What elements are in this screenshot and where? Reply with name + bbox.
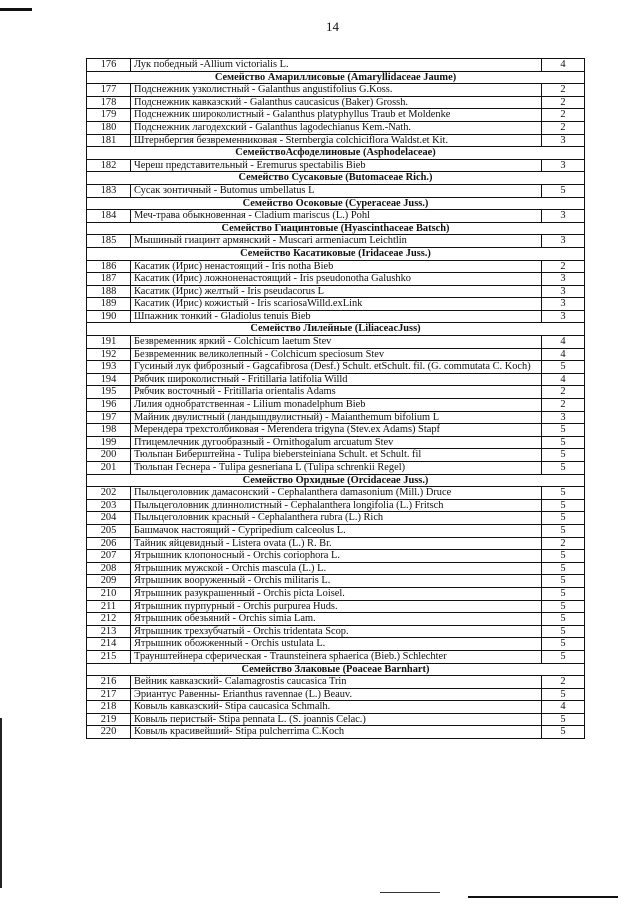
species-number: 206 — [87, 537, 131, 550]
species-number: 209 — [87, 575, 131, 588]
species-number: 200 — [87, 449, 131, 462]
species-row — [87, 348, 585, 361]
category-value: 5 — [542, 600, 585, 613]
species-row — [87, 701, 585, 714]
species-name: Ятрышник клопоносный - Orchis coriophora L. — [131, 550, 542, 563]
category-value: 2 — [542, 537, 585, 550]
species-row — [87, 210, 585, 223]
scan-edge-mark — [0, 718, 2, 888]
species-number: 217 — [87, 688, 131, 701]
species-name: Подснежник лагодехский - Galanthus lagodechianus Kem.-Nath. — [131, 121, 542, 134]
species-row — [87, 273, 585, 286]
family-header-row — [87, 147, 585, 160]
species-number: 179 — [87, 109, 131, 122]
species-name: Эриантус Равенны- Erianthus ravennae (L.) Beauv. — [131, 688, 542, 701]
category-value: 5 — [542, 562, 585, 575]
species-name: Пыльцеголовник дамасонский - Cephalanthera damasonium (Mill.) Druce — [131, 487, 542, 500]
species-row — [87, 310, 585, 323]
family-name: СемействоАсфоделиновые (Asphodelaceae) — [87, 147, 585, 160]
species-number: 189 — [87, 298, 131, 311]
species-row — [87, 134, 585, 147]
species-name: Тюльпан Геснера - Tulipa gesneriana L (Tulipa schrenkii Regel) — [131, 462, 542, 475]
category-value: 5 — [542, 613, 585, 626]
species-row — [87, 285, 585, 298]
category-value: 3 — [542, 273, 585, 286]
family-header-row — [87, 197, 585, 210]
species-number: 213 — [87, 625, 131, 638]
species-number: 185 — [87, 235, 131, 248]
species-row — [87, 625, 585, 638]
category-value: 5 — [542, 550, 585, 563]
species-row — [87, 587, 585, 600]
species-name: Ковыль красивейший- Stipa pulcherrima C.Koch — [131, 726, 542, 739]
category-value: 5 — [542, 462, 585, 475]
category-value: 3 — [542, 134, 585, 147]
species-name: Подснежник широколистный - Galanthus platyphyllus Traub et Moldenke — [131, 109, 542, 122]
species-number: 211 — [87, 600, 131, 613]
family-name: Семейство Амариллисовые (Amaryllidaceae Jaume) — [87, 71, 585, 84]
species-name: Рябчик широколистный - Fritillaria latifolia Willd — [131, 373, 542, 386]
category-value: 5 — [542, 487, 585, 500]
category-value: 3 — [542, 285, 585, 298]
family-header-row — [87, 663, 585, 676]
species-number: 218 — [87, 701, 131, 714]
species-name: Ятрышник пурпурный - Orchis purpurea Huds. — [131, 600, 542, 613]
category-value: 4 — [542, 336, 585, 349]
species-number: 215 — [87, 650, 131, 663]
species-number: 188 — [87, 285, 131, 298]
species-name: Ятрышник трехзубчатый - Orchis tridentata Scop. — [131, 625, 542, 638]
species-name: Шпажник тонкий - Gladiolus tenuis Bieb — [131, 310, 542, 323]
species-row — [87, 84, 585, 97]
species-number: 205 — [87, 524, 131, 537]
family-name: Семейство Касатиковые (Iridaceae Juss.) — [87, 247, 585, 260]
category-value: 5 — [542, 575, 585, 588]
species-number: 204 — [87, 512, 131, 525]
species-row — [87, 650, 585, 663]
species-name: Птицемлечник дугообразный - Ornithogalum arcuatum Stev — [131, 436, 542, 449]
species-name: Ятрышник вооруженный - Orchis militaris L. — [131, 575, 542, 588]
species-row — [87, 59, 585, 72]
species-row — [87, 386, 585, 399]
species-row — [87, 487, 585, 500]
species-table-body — [87, 59, 585, 739]
species-row — [87, 449, 585, 462]
species-name: Подснежник узколистный - Galanthus angustifolius G.Koss. — [131, 84, 542, 97]
category-value: 4 — [542, 701, 585, 714]
species-row — [87, 411, 585, 424]
species-number: 191 — [87, 336, 131, 349]
species-number: 186 — [87, 260, 131, 273]
category-value: 2 — [542, 399, 585, 412]
category-value: 3 — [542, 210, 585, 223]
species-name: Лилия однобратственная - Lilium monadelphum Bieb — [131, 399, 542, 412]
species-row — [87, 462, 585, 475]
species-row — [87, 537, 585, 550]
category-value: 5 — [542, 499, 585, 512]
species-name: Пыльцеголовник красный - Cephalanthera rubra (L.) Rich — [131, 512, 542, 525]
family-name: Семейство Осоковые (Cyperaceae Juss.) — [87, 197, 585, 210]
family-name: Семейство Гиацинтовые (Hyascinthaceae Batsch) — [87, 222, 585, 235]
category-value: 5 — [542, 361, 585, 374]
category-value: 5 — [542, 713, 585, 726]
category-value: 2 — [542, 96, 585, 109]
species-number: 177 — [87, 84, 131, 97]
category-value: 4 — [542, 373, 585, 386]
family-header-row — [87, 247, 585, 260]
species-row — [87, 336, 585, 349]
species-row — [87, 499, 585, 512]
species-name: Касатик (Ирис) желтый - Iris pseudacorus L — [131, 285, 542, 298]
species-row — [87, 424, 585, 437]
category-value: 4 — [542, 59, 585, 72]
species-number: 183 — [87, 184, 131, 197]
species-number: 176 — [87, 59, 131, 72]
species-row — [87, 713, 585, 726]
category-value: 3 — [542, 411, 585, 424]
species-row — [87, 550, 585, 563]
species-number: 197 — [87, 411, 131, 424]
species-row — [87, 184, 585, 197]
species-row — [87, 361, 585, 374]
species-number: 178 — [87, 96, 131, 109]
species-number: 190 — [87, 310, 131, 323]
footer-rule-short — [380, 892, 440, 893]
species-name: Ковыль перистый- Stipa pennata L. (S. joannis Celac.) — [131, 713, 542, 726]
species-number: 202 — [87, 487, 131, 500]
species-number: 187 — [87, 273, 131, 286]
family-header-row — [87, 222, 585, 235]
species-name: Ятрышник обожженный - Orchis ustulata L. — [131, 638, 542, 651]
species-row — [87, 524, 585, 537]
category-value: 2 — [542, 676, 585, 689]
category-value: 5 — [542, 638, 585, 651]
species-name: Майник двулистный (ландышдвулистный) - Maianthemum bifolium L — [131, 411, 542, 424]
species-row — [87, 613, 585, 626]
family-header-row — [87, 172, 585, 185]
category-value: 5 — [542, 436, 585, 449]
category-value: 5 — [542, 184, 585, 197]
species-name: Гусиный лук фиброзный - Gagcafibrosa (Desf.) Schult. etSchult. fil. (G. commutata C. Koch) — [131, 361, 542, 374]
species-number: 212 — [87, 613, 131, 626]
species-number: 199 — [87, 436, 131, 449]
species-number: 208 — [87, 562, 131, 575]
species-name: Штернбергия безвременниковая - Sternbergia colchiciflora Waldst.et Kit. — [131, 134, 542, 147]
top-corner-rule — [0, 8, 32, 11]
species-row — [87, 676, 585, 689]
species-row — [87, 638, 585, 651]
species-name: Тюльпан Биберштейна - Tulipa biebersteiniana Schult. et Schult. fil — [131, 449, 542, 462]
species-name: Меч-трава обыкновенная - Cladium mariscus (L.) Pohl — [131, 210, 542, 223]
category-value: 2 — [542, 84, 585, 97]
species-row — [87, 159, 585, 172]
species-row — [87, 726, 585, 739]
category-value: 2 — [542, 109, 585, 122]
species-number: 180 — [87, 121, 131, 134]
category-value: 5 — [542, 587, 585, 600]
family-name: Семейство Орхидные (Orcidaceae Juss.) — [87, 474, 585, 487]
category-value: 5 — [542, 650, 585, 663]
species-name: Пыльцеголовник длиннолистный - Cephalanthera longifolia (L.) Fritsch — [131, 499, 542, 512]
species-number: 184 — [87, 210, 131, 223]
species-table — [86, 58, 585, 739]
species-number: 210 — [87, 587, 131, 600]
category-value: 5 — [542, 625, 585, 638]
species-number: 182 — [87, 159, 131, 172]
category-value: 3 — [542, 310, 585, 323]
category-value: 3 — [542, 159, 585, 172]
family-header-row — [87, 474, 585, 487]
category-value: 3 — [542, 298, 585, 311]
family-name: Семейство Сусаковые (Butomaceae Rich.) — [87, 172, 585, 185]
family-header-row — [87, 323, 585, 336]
category-value: 2 — [542, 260, 585, 273]
species-number: 181 — [87, 134, 131, 147]
species-row — [87, 688, 585, 701]
species-name: Подснежник кавказский - Galanthus caucasicus (Baker) Grossh. — [131, 96, 542, 109]
page-number: 14 — [326, 19, 339, 34]
species-number: 195 — [87, 386, 131, 399]
species-name: Безвременник яркий - Colchicum laetum Stev — [131, 336, 542, 349]
species-row — [87, 96, 585, 109]
footer-rule-long — [468, 896, 618, 898]
species-number: 214 — [87, 638, 131, 651]
category-value: 4 — [542, 348, 585, 361]
category-value: 5 — [542, 512, 585, 525]
category-value: 5 — [542, 726, 585, 739]
species-number: 194 — [87, 373, 131, 386]
species-name: Башмачок настоящий - Cypripedium calceolus L. — [131, 524, 542, 537]
species-name: Ковыль кавказский- Stipa caucasica Schmalh. — [131, 701, 542, 714]
category-value: 5 — [542, 688, 585, 701]
species-row — [87, 235, 585, 248]
species-row — [87, 373, 585, 386]
category-value: 3 — [542, 235, 585, 248]
species-name: Касатик (Ирис) ложноненастоящий - Iris pseudonotha Galushko — [131, 273, 542, 286]
species-name: Череш представительный - Eremurus spectabilis Bieb — [131, 159, 542, 172]
species-name: Рябчик восточный - Fritillaria orientalis Adams — [131, 386, 542, 399]
category-value: 2 — [542, 121, 585, 134]
species-name: Ятрышник обезьяний - Orchis simia Lam. — [131, 613, 542, 626]
species-name: Вейник кавказский- Calamagrostis caucasica Trin — [131, 676, 542, 689]
species-number: 203 — [87, 499, 131, 512]
species-row — [87, 575, 585, 588]
species-number: 219 — [87, 713, 131, 726]
species-row — [87, 562, 585, 575]
species-row — [87, 121, 585, 134]
species-name: Безвременник великолепный - Colchicum speciosum Stev — [131, 348, 542, 361]
species-name: Ятрышник разукрашенный - Orchis picta Loisel. — [131, 587, 542, 600]
species-name: Тайник яйцевидный - Listera ovata (L.) R. Br. — [131, 537, 542, 550]
species-row — [87, 109, 585, 122]
species-name: Мерендера трехстолбиковая - Merendera trigyna (Stev.ex Adams) Stapf — [131, 424, 542, 437]
species-name: Касатик (Ирис) кожистый - Iris scariosaWilld.exLink — [131, 298, 542, 311]
species-name: Лук победный -Allium victorialis L. — [131, 59, 542, 72]
species-number: 220 — [87, 726, 131, 739]
species-row — [87, 260, 585, 273]
species-number: 193 — [87, 361, 131, 374]
species-number: 198 — [87, 424, 131, 437]
family-name: Семейство Злаковые (Poaceae Barnhart) — [87, 663, 585, 676]
species-row — [87, 512, 585, 525]
category-value: 5 — [542, 424, 585, 437]
species-number: 192 — [87, 348, 131, 361]
family-header-row — [87, 71, 585, 84]
species-name: Ятрышник мужской - Orchis mascula (L.) L. — [131, 562, 542, 575]
species-name: Мышиный гиацинт армянский - Muscari armeniacum Leichtlin — [131, 235, 542, 248]
species-number: 216 — [87, 676, 131, 689]
species-row — [87, 298, 585, 311]
category-value: 5 — [542, 449, 585, 462]
species-number: 201 — [87, 462, 131, 475]
family-name: Семейство Лилейные (LiliaceacJuss) — [87, 323, 585, 336]
species-row — [87, 436, 585, 449]
species-number: 207 — [87, 550, 131, 563]
species-row — [87, 600, 585, 613]
category-value: 5 — [542, 524, 585, 537]
species-name: Траунштейнера сферическая - Traunsteinera sphaerica (Bieb.) Schlechter — [131, 650, 542, 663]
species-row — [87, 399, 585, 412]
species-name: Сусак зонтичный - Butomus umbellatus L — [131, 184, 542, 197]
species-number: 196 — [87, 399, 131, 412]
category-value: 2 — [542, 386, 585, 399]
species-name: Касатик (Ирис) ненастоящий - Iris notha Bieb — [131, 260, 542, 273]
